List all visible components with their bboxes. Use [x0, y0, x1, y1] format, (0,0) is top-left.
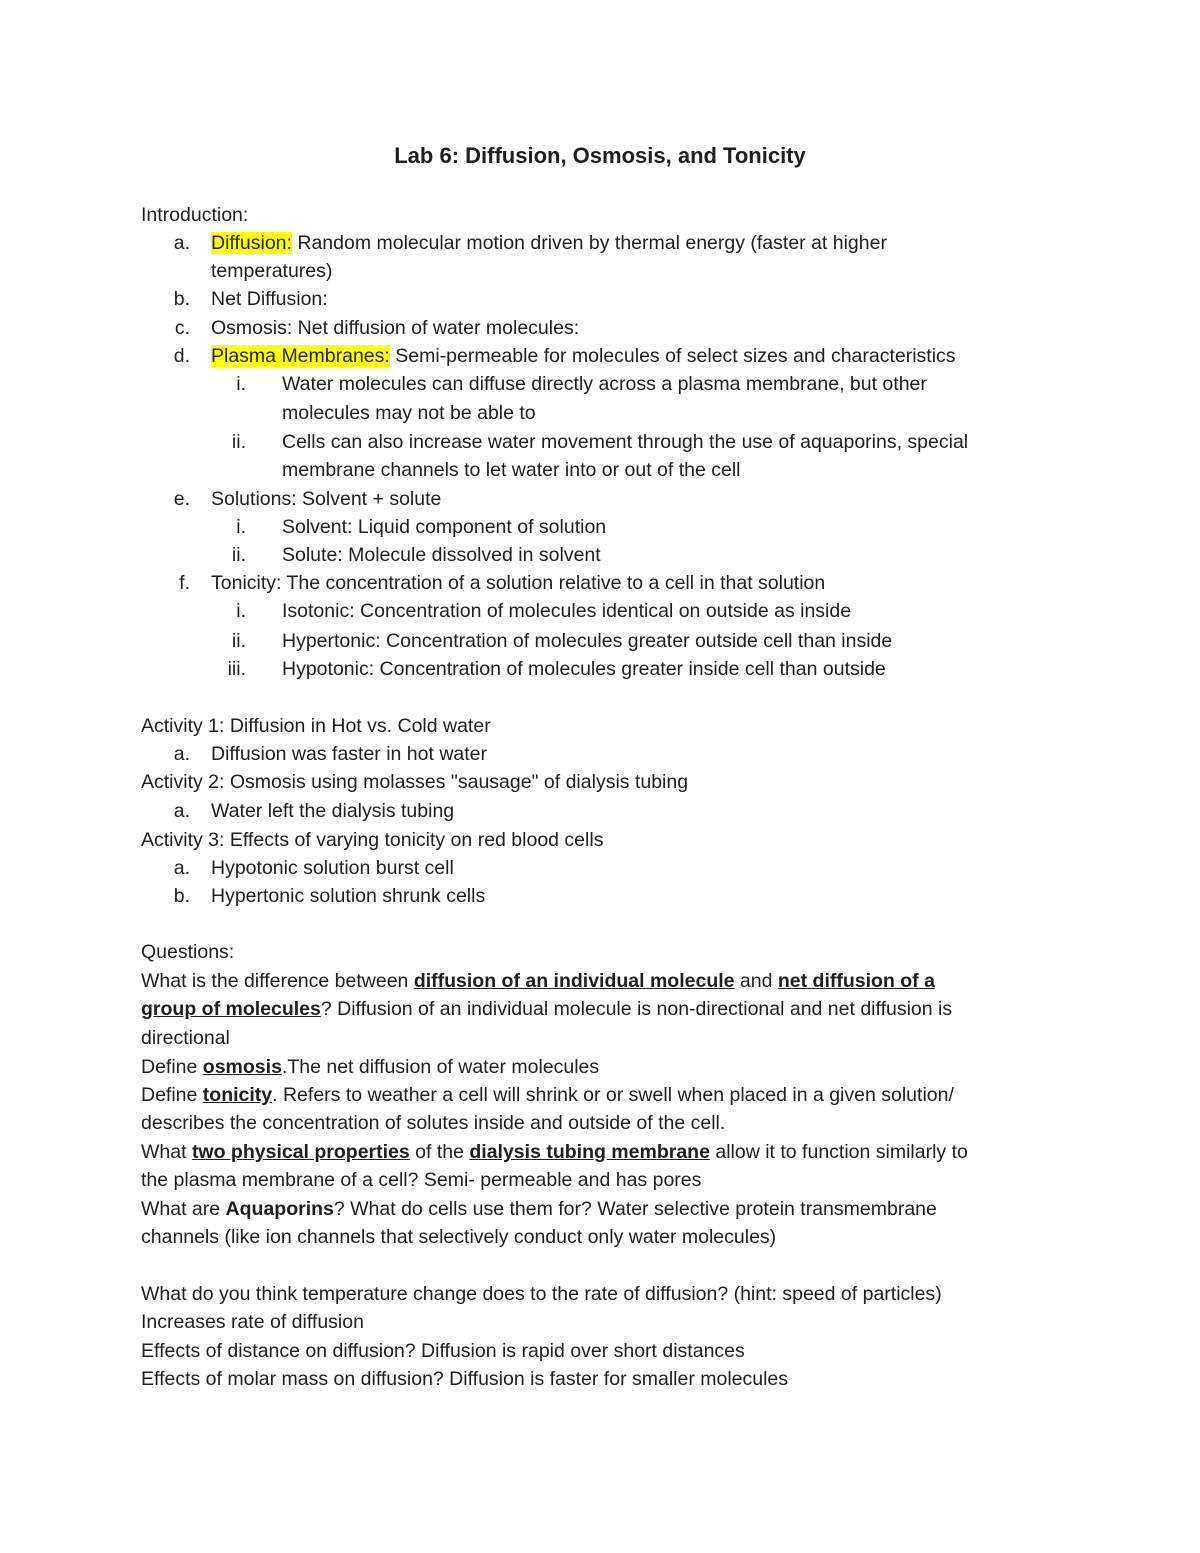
list-marker: ii.: [231, 630, 246, 652]
list-item: Isotonic: Concentration of molecules identical on outside as inside: [282, 600, 852, 622]
list-item: Water molecules can diffuse directly across a plasma membrane, but other: [282, 373, 927, 395]
highlighted-term: Plasma Membranes:: [211, 345, 390, 367]
question-line: channels (like ion channels that selectively conduct only water molecules): [141, 1226, 777, 1248]
key-term: net diffusion of a: [777, 970, 935, 992]
list-marker: b.: [173, 885, 190, 907]
list-marker: i.: [236, 600, 246, 622]
list-marker: a.: [173, 232, 190, 254]
list-item: Solvent: Liquid component of solution: [282, 516, 607, 538]
key-term: dialysis tubing membrane: [469, 1141, 710, 1163]
list-item: Solutions: Solvent + solute: [211, 488, 442, 510]
question-line: directional: [141, 1027, 230, 1049]
list-marker: b.: [173, 288, 190, 310]
list-marker: i.: [236, 373, 246, 395]
list-item: Cells can also increase water movement through the use of aquaporins, special: [282, 431, 969, 453]
list-item-continuation: temperatures): [211, 260, 333, 282]
question-line: Effects of molar mass on diffusion? Diffusion is faster for smaller molecules: [141, 1368, 789, 1390]
list-item: Tonicity: The concentration of a solution relative to a cell in that solution: [211, 572, 826, 594]
activity-heading: Activity 2: Osmosis using molasses "sausage" of dialysis tubing: [141, 771, 689, 793]
question-line: Define tonicity. Refers to weather a cell will shrink or or swell when placed in a given solution/: [141, 1084, 954, 1106]
list-marker: a.: [173, 743, 190, 765]
page-title: Lab 6: Diffusion, Osmosis, and Tonicity: [394, 143, 806, 168]
list-item: Plasma Membranes: Semi-permeable for molecules of select sizes and characteristics: [211, 345, 956, 367]
list-item: Hypertonic: Concentration of molecules greater outside cell than inside: [282, 630, 893, 652]
list-marker: d.: [173, 345, 190, 367]
key-term: osmosis: [202, 1056, 282, 1078]
list-item: Osmosis: Net diffusion of water molecules:: [211, 317, 580, 339]
list-marker: ii.: [231, 431, 246, 453]
list-item: Water left the dialysis tubing: [211, 800, 455, 822]
question-line: What two physical properties of the dialysis tubing membrane allow it to function similarly to: [141, 1141, 968, 1163]
list-marker: a.: [173, 857, 190, 879]
list-marker: iii.: [227, 658, 246, 680]
list-item: Solute: Molecule dissolved in solvent: [282, 544, 601, 566]
list-marker: e.: [173, 488, 190, 510]
list-marker: ii.: [231, 544, 246, 566]
question-line: describes the concentration of solutes inside and outside of the cell.: [141, 1112, 726, 1134]
list-item: Net Diffusion:: [211, 288, 328, 310]
question-line: What do you think temperature change does to the rate of diffusion? (hint: speed of particles): [141, 1283, 942, 1305]
activity-heading: Activity 1: Diffusion in Hot vs. Cold water: [141, 715, 491, 737]
question-line: group of molecules? Diffusion of an individual molecule is non-directional and net diffusion is: [141, 998, 953, 1020]
key-term: two physical properties: [191, 1141, 410, 1163]
list-item: Hypotonic: Concentration of molecules greater inside cell than outside: [282, 658, 886, 680]
key-term: Aquaporins: [225, 1198, 334, 1220]
list-marker: f.: [179, 572, 190, 594]
question-line: What is the difference between diffusion of an individual molecule and net diffusion of a: [141, 970, 935, 992]
list-item: Diffusion was faster in hot water: [211, 743, 488, 765]
list-marker: a.: [173, 800, 190, 822]
questions-heading: Questions:: [141, 941, 235, 963]
answer-line: Increases rate of diffusion: [141, 1311, 364, 1333]
list-item: Hypertonic solution shrunk cells: [211, 885, 486, 907]
key-term: tonicity: [202, 1084, 273, 1106]
question-line: Effects of distance on diffusion? Diffusion is rapid over short distances: [141, 1340, 745, 1362]
question-line: What are Aquaporins? What do cells use them for? Water selective protein transmembrane: [141, 1198, 937, 1220]
key-term: group of molecules: [141, 998, 321, 1020]
key-term: diffusion of an individual molecule: [413, 970, 735, 992]
highlighted-term: Diffusion:: [211, 232, 292, 254]
list-marker: i.: [236, 516, 246, 538]
intro-heading: Introduction:: [141, 204, 249, 226]
list-item: Diffusion: Random molecular motion driven by thermal energy (faster at higher: [211, 232, 887, 254]
activity-heading: Activity 3: Effects of varying tonicity on red blood cells: [141, 829, 604, 851]
question-line: Define osmosis.The net diffusion of water molecules: [141, 1056, 600, 1078]
list-item-continuation: membrane channels to let water into or out of the cell: [282, 459, 741, 481]
list-item: Hypotonic solution burst cell: [211, 857, 454, 879]
list-marker: c.: [174, 317, 190, 339]
list-item-continuation: molecules may not be able to: [282, 402, 536, 424]
question-line: the plasma membrane of a cell? Semi- permeable and has pores: [141, 1169, 702, 1191]
